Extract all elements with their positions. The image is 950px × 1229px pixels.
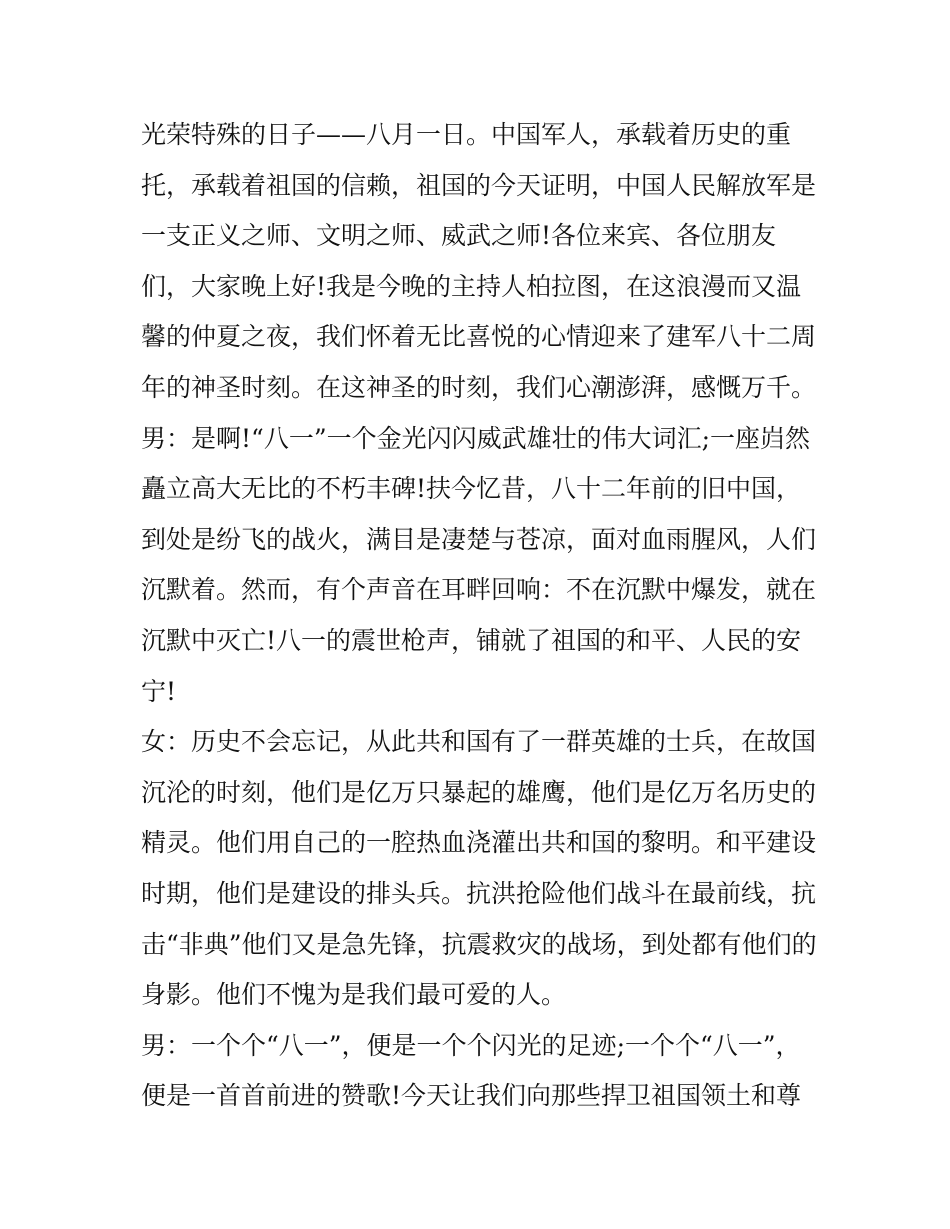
text-line: 到处是纷飞的战火，满目是凄楚与苍凉，面对血雨腥风，人们 (141, 524, 817, 554)
text-line: 馨的仲夏之夜，我们怀着无比喜悦的心情迎来了建军八十二周 (141, 322, 817, 352)
text-line: 年的神圣时刻。在这神圣的时刻，我们心潮澎湃，感慨万千。 (141, 372, 817, 402)
text-line: 宁! (141, 676, 177, 706)
text-line: 沉沦的时刻，他们是亿万只暴起的雄鹰，他们是亿万名历史的 (141, 777, 817, 807)
text-line: 便是一首首前进的赞歌!今天让我们向那些捍卫祖国领土和尊 (141, 1081, 802, 1111)
text-line: 女：历史不会忘记，从此共和国有了一群英雄的士兵，在故国 (141, 727, 817, 757)
text-line: 沉默着。然而，有个声音在耳畔回响：不在沉默中爆发，就在 (141, 575, 817, 605)
text-line: 们，大家晚上好!我是今晚的主持人柏拉图，在这浪漫而又温 (141, 271, 802, 301)
text-line: 托，承载着祖国的信赖，祖国的今天证明，中国人民解放军是 (141, 170, 817, 200)
text-line: 精灵。他们用自己的一腔热血浇灌出共和国的黎明。和平建设 (141, 828, 817, 858)
speech-text (141, 110, 821, 1122)
text-line: 时期，他们是建设的排头兵。抗洪抢险他们战斗在最前线，抗 (141, 878, 817, 908)
text-line: 男：是啊!“八一”一个金光闪闪威武雄壮的伟大词汇;一座岿然 (141, 423, 811, 453)
text-line: 一支正义之师、文明之师、威武之师!各位来宾、各位朋友 (141, 221, 777, 251)
text-line: 矗立高大无比的不朽丰碑!扶今忆昔，八十二年前的旧中国， (141, 474, 802, 504)
text-line: 身影。他们不愧为是我们最可爱的人。 (141, 980, 567, 1010)
text-line: 沉默中灭亡!八一的震世枪声，铺就了祖国的和平、人民的安 (141, 625, 802, 655)
text-line: 男：一个个“八一”，便是一个个闪光的足迹;一个个“八一”， (141, 1030, 801, 1060)
text-line: 击“非典”他们又是急先锋，抗震救灾的战场，到处都有他们的 (141, 929, 817, 959)
text-line: 光荣特殊的日子——八月一日。中国军人，承载着历史的重 (141, 120, 792, 149)
